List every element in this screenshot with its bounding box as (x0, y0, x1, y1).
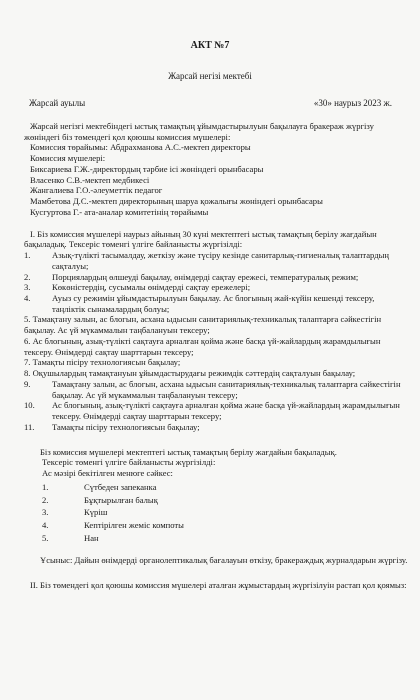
item-number: 10. (24, 400, 35, 411)
menu-list (34, 482, 408, 544)
menu-item (34, 507, 408, 518)
intro-block (24, 121, 408, 591)
commission-line: Комиссия төрайымы: Абдрахманова А.С.-мектеп директоры (30, 142, 251, 153)
menu-number: 2. (42, 494, 49, 505)
commission-line: Мамбетова Д.С.-мектеп директорының шаруа қожалығы жөніндегі орынбасары (30, 196, 323, 207)
menu-item (34, 482, 408, 493)
item-text: Ауыз су режимін ұйымдастырылуын бақылау. Ас блогының жай-күйін кешенді тексеру, таңліктік сынамалардың болуы; (52, 293, 375, 314)
menu-item (34, 520, 408, 531)
menu-text: Кептірілген жеміс компоты (84, 519, 184, 530)
menu-item (34, 495, 408, 506)
commission-line: Жангалиева Г.О.-әлеуметтік педагог (30, 185, 163, 196)
list-item (24, 293, 408, 314)
list-item (24, 422, 408, 433)
commission-list (24, 142, 408, 217)
menu-text: Бұқтырылған балық (84, 494, 158, 505)
menu-text: Сүтбеден запеканка (84, 481, 157, 492)
menu-text: Нан (84, 532, 99, 543)
commission-line: Власенко С.В.-мектеп медбикесі (30, 174, 150, 185)
section2-line2: Тексеріс төменгі үлгіге байланысты жүргізілді: (42, 457, 216, 468)
item-number: 9. (24, 378, 31, 389)
menu-text: Күріш (84, 507, 108, 518)
section1-intro: I. Біз комиссия мүшелері наурыз айының 30 күні мектептегі ыстық тамақтың берілу жағдайын бақыладық. Тексеріс төменгі үлгіге байланысты жүргізілді: (24, 228, 377, 250)
list-item (24, 250, 408, 271)
item-number: 2. (24, 271, 31, 282)
item-text: 8. Оқушылардың тамақтануын ұйымдастырудағы режимдік сәттердің сақталуын бақылау; (24, 368, 356, 379)
item-text: Порциялардың өлшеуді бақылау, өнімдерді сақтау ережесі, температуралық режим; (52, 271, 359, 282)
section3-text: II. Біз төмендегі қол қоюшы комиссия мүшелері аталған жұмыстардың жүргізілуін растап қол қоямыз: (30, 580, 407, 591)
commission-line: Комиссия мүшелері: (30, 153, 106, 164)
menu-number: 3. (42, 507, 49, 518)
intro-text: Жарсай негізгі мектебіндегі ыстық тамақтың ұйымдастырылуын бақылауға бракераж жүргізу жөніндегі біз төмендегі қол қоюшы комиссия мүшелері: (24, 121, 374, 142)
section1-items (24, 250, 408, 432)
place: Жарсай ауылы (29, 98, 86, 108)
item-number: 1. (24, 250, 31, 261)
item-text: 7. Тамақты пісіру технологиясын бақылау; (24, 357, 181, 368)
list-item (24, 357, 408, 368)
menu-number: 4. (42, 519, 49, 530)
list-item (24, 400, 408, 421)
menu-number: 1. (42, 481, 49, 492)
list-item (24, 282, 408, 293)
recommendation: Ұсыныс: Дайын өнімдерді органолептикалық бағалауын өткізу, бракераждық журналдарын жүргізу. (40, 555, 408, 566)
item-text: Азық-түлікті тасымалдау, жеткізу және түсіру кезінде санитарлық-гигиеналық талаптардың сақталуы; (52, 250, 389, 271)
item-text: 6. Ас блогының, азық-түлікті сақтауға арналған қойма және басқа үй-жайлардың жарамдылығын тексеру. Өнімдерді сақтау шарттарын тексеру; (24, 335, 381, 357)
commission-line: Кусгуртова Г.- ата-аналар комитетінің төрайымы (30, 206, 209, 217)
school-name: Жарсай негізі мектебі (168, 71, 252, 81)
commission-line: Биксариева Г.Ж.-директордың тәрбие ісі жөніндегі орынбасары (30, 163, 264, 174)
item-number: 11. (24, 421, 35, 432)
item-number: 3. (24, 282, 31, 293)
date: «30» наурыз 2023 ж. (313, 98, 392, 108)
menu-item (34, 533, 408, 544)
list-item (24, 272, 408, 283)
item-text: Ас блогының, азық-түлікті сақтауға арналған қойма және басқа үй-жайлардың жарамдылығын тексеру. Өнімдерді сақтау шарттарын тексеру; (52, 400, 400, 422)
list-item (24, 379, 408, 400)
list-item (24, 336, 408, 357)
section2-intro: Біз комиссия мүшелері мектептегі ыстық тамақтың берілу жағдайын бақыладық. (40, 446, 337, 457)
item-text: Көкөністердің, сусымалы өнімдерді сақтау ережелері; (52, 282, 251, 293)
act-title: АКТ №7 (190, 40, 230, 51)
item-number: 4. (24, 293, 31, 304)
item-text: 5. Тамақтану залын, ас блогын, асхана ыдысын санитариялық-техникалық талаптарға сәйкестігін бақылау. Ас үй мүкаммалын таңбалануын тексеру; (24, 314, 382, 336)
item-text: Тамақтану залын, ас блогын, асхана ыдысын санитариялық-техникалық талаптарға сәйкестігін бақылау. Ас үй мүкаммалын таңбалануын тексеру; (52, 378, 401, 400)
item-text: Тамақты пісіру технологиясын бақылау; (52, 421, 200, 432)
section2 (24, 447, 408, 567)
list-item (24, 314, 408, 335)
section2-line3: Ас мәзірі бекітілген менюге сәйкес: (42, 468, 173, 479)
menu-number: 5. (42, 532, 49, 543)
list-item (24, 368, 408, 379)
place-date-row (29, 98, 392, 109)
